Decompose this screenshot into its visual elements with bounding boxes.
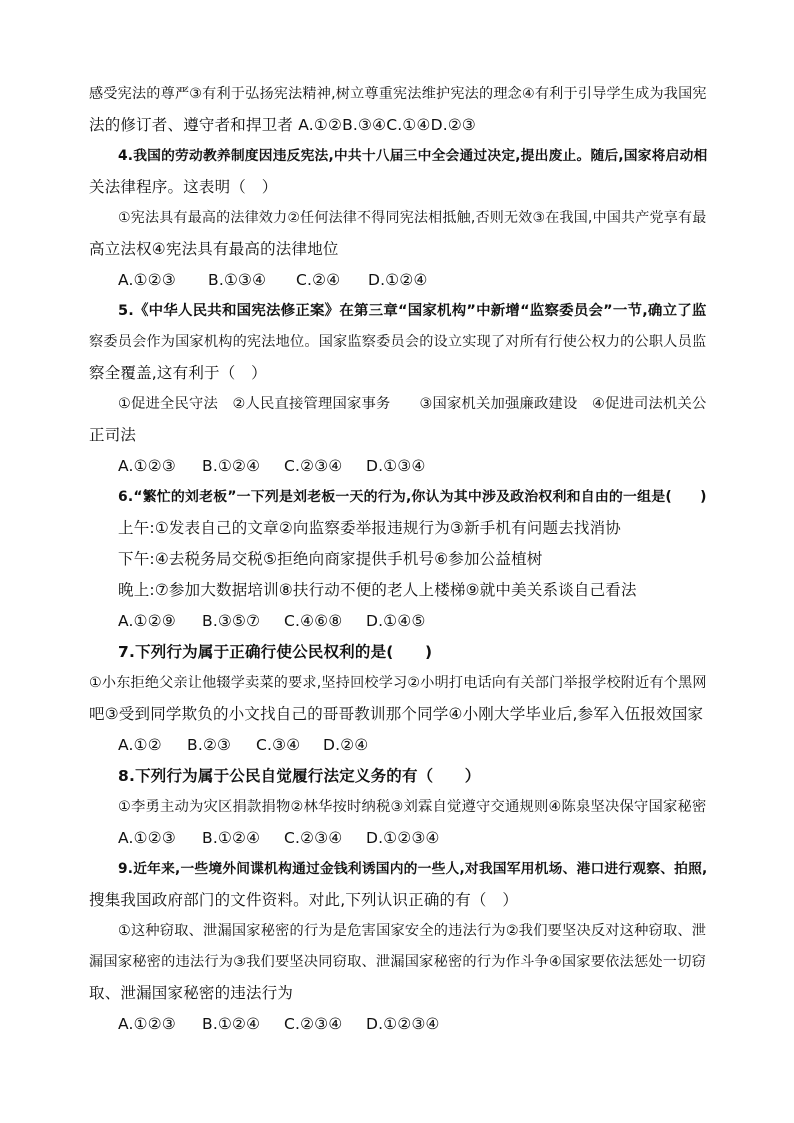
option-b: B.①③④: [208, 271, 267, 289]
option-d: D.①③④: [366, 457, 426, 475]
question-7-items-cont: 吧③受到同学欺负的小文找自己的哥哥教训那个同学④小刚大学毕业后,参军入伍报效国家: [89, 705, 704, 723]
question-7-options: [118, 735, 368, 755]
question-8-items: ①李勇主动为灾区捐款捐物②林华按时纳税③刘霖自觉遵守交通规则④陈泉坚决保守国家秘密: [118, 799, 707, 815]
option-d: D.①②④: [368, 271, 428, 289]
option-c: C.②③④: [284, 457, 343, 475]
option-a: A.①②③: [118, 829, 176, 847]
question-6-options: [118, 611, 426, 631]
option-d: D.①②③④: [366, 1015, 440, 1033]
question-6-evening: 晚上:⑦参加大数据培训⑧扶行动不便的老人上楼梯⑨就中美关系谈自己看法: [118, 581, 637, 599]
option-d: D.①②③④: [366, 829, 440, 847]
option-c: C.③④: [256, 736, 301, 754]
question-7-items: ①小东拒绝父亲让他辍学卖菜的要求,坚持回校学习②小明打电话向有关部门举报学校附近有个黑网: [89, 675, 707, 691]
question-6-morning: 上午:①发表自己的文章②向监察委举报违规行为③新手机有问题去找消协: [118, 519, 622, 537]
question-9-items: ①这种窃取、泄漏国家秘密的行为是危害国家安全的违法行为②我们要坚决反对这种窃取、泄: [118, 923, 707, 939]
question-4-stem-cont: 关法律程序。这表明（ ）: [89, 178, 278, 196]
question-9-items-cont: 漏国家秘密的违法行为③我们要坚决同窃取、泄漏国家秘密的行为作斗争④国家要依法惩处一切窃: [89, 954, 707, 970]
option-a: A.①②③: [118, 1015, 176, 1033]
option-a: A.①②⑨: [118, 612, 176, 630]
question-5-options: [118, 456, 426, 476]
question-5-items-cont: 正司法: [89, 426, 137, 444]
question-4-items-cont: 高立法权④宪法具有最高的法律地位: [89, 240, 339, 258]
option-b: B.②③: [187, 736, 232, 754]
question-5-stem-cont: 察全覆盖,这有利于（ ）: [89, 364, 267, 382]
question-4-items: ①宪法具有最高的法律效力②任何法律不得同宪法相抵触,否则无效③在我国,中国共产党享有最: [118, 210, 707, 226]
question-5-stem: 5.《中华人民共和国宪法修正案》在第三章“国家机构”中新增“监察委员会”一节,确立了监: [118, 303, 707, 319]
option-b: B.③⑤⑦: [202, 612, 261, 630]
question-4-options: [118, 270, 428, 290]
option-a: A.①②③: [118, 457, 176, 475]
option-c: C.②③④: [284, 829, 343, 847]
option-b: B.①②④: [202, 829, 261, 847]
question-9-options: [118, 1014, 440, 1034]
option-a: A.①②: [118, 736, 162, 754]
question-6-stem: 6.“繁忙的刘老板”一下列是刘老板一天的行为,你认为其中涉及政治权利和自由的一组是( ): [118, 489, 707, 505]
question-9-stem: 9.近年来,一些境外间谍机构通过金钱利诱国内的一些人,对我国军用机场、港口进行观察、拍照,: [118, 861, 708, 877]
question-6-afternoon: 下午:④去税务局交税⑤拒绝向商家提供手机号⑥参加公益植树: [118, 550, 543, 568]
question-5-items: ①促进全民守法 ②人民直接管理国家事务 ③国家机关加强廉政建设 ④促进司法机关公: [118, 396, 707, 412]
option-c: C.②④: [296, 271, 341, 289]
question-8-options: [118, 828, 440, 848]
option-a: A.①②③: [118, 271, 176, 289]
question-5-stem-cont: 察委员会作为国家机构的宪法地位。国家监察委员会的设立实现了对所有行使公权力的公职人员监: [89, 334, 707, 350]
question-9-items-cont: 取、泄漏国家秘密的违法行为: [89, 984, 294, 1002]
option-b: B.①②④: [202, 457, 261, 475]
text-line: 感受宪法的尊严③有利于弘扬宪法精神,树立尊重宪法维护宪法的理念④有利于引导学生成为我国宪: [89, 86, 707, 102]
question-4-stem: 4.我国的劳动教养制度因违反宪法,中共十八届三中全会通过决定,提出废止。随后,国家将启动相: [118, 148, 708, 164]
option-d: D.②④: [323, 736, 369, 754]
option-c: C.②③④: [284, 1015, 343, 1033]
text-line: 法的修订者、遵守者和捍卫者 A.①②B.③④C.①④D.②③: [89, 116, 477, 134]
option-c: C.④⑥⑧: [284, 612, 343, 630]
option-d: D.①④⑤: [366, 612, 426, 630]
option-b: B.①②④: [202, 1015, 261, 1033]
question-7-stem: 7.下列行为属于正确行使公民权利的是( ): [118, 643, 433, 661]
question-8-stem: 8.下列行为属于公民自觉履行法定义务的有（ ）: [118, 767, 481, 785]
question-9-stem-cont: 搜集我国政府部门的文件资料。对此,下列认识正确的有（ ）: [89, 891, 519, 909]
